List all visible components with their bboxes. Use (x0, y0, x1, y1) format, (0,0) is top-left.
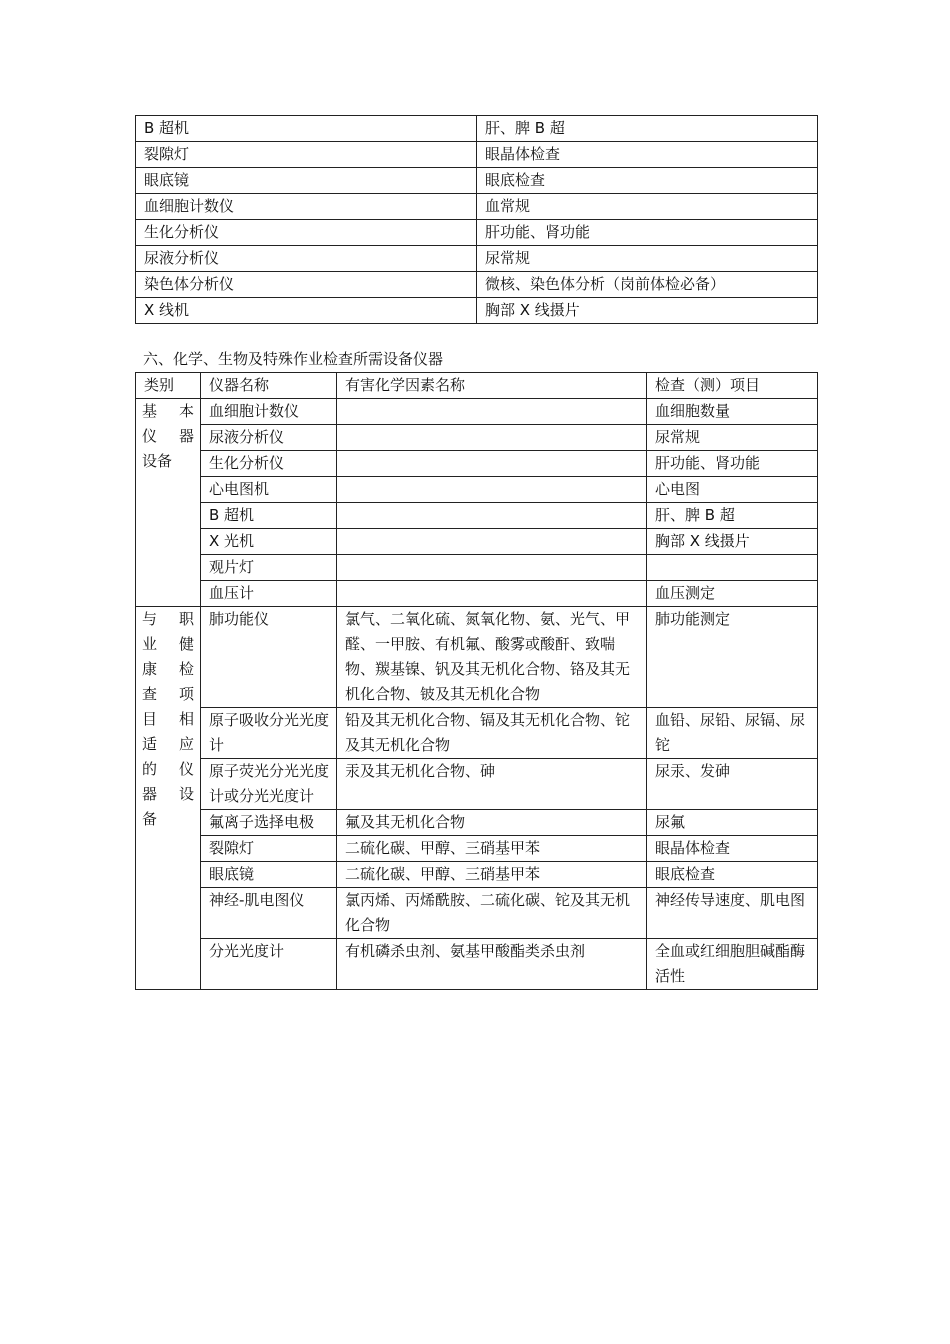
category-line: 基 本 (142, 402, 194, 420)
equipment-table-2 (135, 372, 818, 990)
instrument-cell: 肺功能仪 (201, 607, 337, 708)
hazard-cell: 氯丙烯、丙烯酰胺、二硫化碳、铊及其无机化合物 (337, 888, 647, 939)
table-row (136, 272, 818, 298)
table-row (136, 194, 818, 220)
instrument-cell: 血压计 (201, 581, 337, 607)
exam-item-cell: 胸部 X 线摄片 (647, 529, 818, 555)
hazard-cell: 氟及其无机化合物 (337, 810, 647, 836)
instrument-cell: 尿液分析仪 (136, 246, 477, 272)
exam-item-cell: 神经传导速度、肌电图 (647, 888, 818, 939)
instrument-cell: 血细胞计数仪 (201, 399, 337, 425)
category-line: 康 检 (142, 660, 194, 678)
exam-item-cell: 血细胞数量 (647, 399, 818, 425)
hazard-cell: 铅及其无机化合物、镉及其无机化合物、铊及其无机化合物 (337, 708, 647, 759)
exam-item-cell: 血铅、尿铅、尿镉、尿铊 (647, 708, 818, 759)
category-cell (136, 399, 201, 607)
table-row (136, 939, 818, 990)
instrument-cell: 分光光度计 (201, 939, 337, 990)
instrument-cell: 心电图机 (201, 477, 337, 503)
instrument-cell: 观片灯 (201, 555, 337, 581)
exam-item-cell: 血压测定 (647, 581, 818, 607)
exam-item-cell: 眼晶体检查 (647, 836, 818, 862)
category-line: 查 项 (142, 685, 194, 703)
exam-item-cell: 微核、染色体分析（岗前体检必备） (477, 272, 818, 298)
table-row (136, 477, 818, 503)
exam-item-cell: 肺功能测定 (647, 607, 818, 708)
exam-item-cell: 全血或红细胞胆碱酯酶活性 (647, 939, 818, 990)
instrument-cell: 眼底镜 (201, 862, 337, 888)
category-line: 设备 (142, 452, 173, 470)
hazard-cell (337, 581, 647, 607)
exam-item-cell: 尿汞、发砷 (647, 759, 818, 810)
instrument-cell: 氟离子选择电极 (201, 810, 337, 836)
hazard-cell (337, 503, 647, 529)
hazard-cell (337, 555, 647, 581)
table-row (136, 708, 818, 759)
instrument-cell: B 超机 (201, 503, 337, 529)
hazard-cell: 二硫化碳、甲醇、三硝基甲苯 (337, 836, 647, 862)
instrument-cell: 裂隙灯 (201, 836, 337, 862)
hazard-cell: 二硫化碳、甲醇、三硝基甲苯 (337, 862, 647, 888)
hazard-cell (337, 399, 647, 425)
exam-item-cell (647, 555, 818, 581)
table-row (136, 116, 818, 142)
equipment-table-1 (135, 115, 818, 324)
exam-item-cell: 心电图 (647, 477, 818, 503)
column-header: 有害化学因素名称 (337, 373, 647, 399)
exam-item-cell: 眼底检查 (477, 168, 818, 194)
instrument-cell: B 超机 (136, 116, 477, 142)
hazard-cell (337, 529, 647, 555)
category-line: 备 (142, 810, 158, 828)
category-line: 的 仪 (142, 760, 194, 778)
exam-item-cell: 血常规 (477, 194, 818, 220)
exam-item-cell: 尿氟 (647, 810, 818, 836)
instrument-cell: 原子荧光分光光度计或分光光度计 (201, 759, 337, 810)
table-row (136, 529, 818, 555)
instrument-cell: 生化分析仪 (201, 451, 337, 477)
instrument-cell: 裂隙灯 (136, 142, 477, 168)
table-row (136, 220, 818, 246)
hazard-cell (337, 451, 647, 477)
column-header: 类别 (136, 373, 201, 399)
table-row (136, 888, 818, 939)
table-row (136, 581, 818, 607)
instrument-cell: 血细胞计数仪 (136, 194, 477, 220)
table-row (136, 399, 818, 425)
table-row (136, 607, 818, 708)
instrument-cell: 神经-肌电图仪 (201, 888, 337, 939)
table-row (136, 246, 818, 272)
exam-item-cell: 眼底检查 (647, 862, 818, 888)
exam-item-cell: 眼晶体检查 (477, 142, 818, 168)
exam-item-cell: 尿常规 (647, 425, 818, 451)
category-cell (136, 607, 201, 990)
exam-item-cell: 尿常规 (477, 246, 818, 272)
category-line: 仪 器 (142, 427, 194, 445)
category-line: 适 应 (142, 735, 194, 753)
instrument-cell: X 线机 (136, 298, 477, 324)
table-row (136, 555, 818, 581)
section-heading: 六、化学、生物及特殊作业检查所需设备仪器 (143, 350, 444, 368)
instrument-cell: 生化分析仪 (136, 220, 477, 246)
category-line: 业 健 (142, 635, 194, 653)
hazard-cell (337, 425, 647, 451)
exam-item-cell: 肝功能、肾功能 (477, 220, 818, 246)
instrument-cell: 原子吸收分光光度计 (201, 708, 337, 759)
table-row (136, 759, 818, 810)
instrument-cell: 眼底镜 (136, 168, 477, 194)
table-row (136, 298, 818, 324)
exam-item-cell: 肝、脾 B 超 (647, 503, 818, 529)
hazard-cell: 氯气、二氧化硫、氮氧化物、氨、光气、甲醛、一甲胺、有机氟、酸雾或酸酐、致喘物、羰基镍、钒及其无机化合物、铬及其无机化合物、铍及其无机化合物 (337, 607, 647, 708)
table-row (136, 142, 818, 168)
table-row (136, 810, 818, 836)
table-row (136, 862, 818, 888)
instrument-cell: X 光机 (201, 529, 337, 555)
table-row (136, 451, 818, 477)
hazard-cell: 有机磷杀虫剂、氨基甲酸酯类杀虫剂 (337, 939, 647, 990)
table-row (136, 168, 818, 194)
hazard-cell: 汞及其无机化合物、砷 (337, 759, 647, 810)
exam-item-cell: 胸部 X 线摄片 (477, 298, 818, 324)
exam-item-cell: 肝、脾 B 超 (477, 116, 818, 142)
table-row (136, 503, 818, 529)
category-line: 器 设 (142, 785, 194, 803)
column-header: 仪器名称 (201, 373, 337, 399)
table-row (136, 836, 818, 862)
category-line: 目 相 (142, 710, 194, 728)
category-line: 与 职 (142, 610, 194, 628)
column-header: 检查（测）项目 (647, 373, 818, 399)
hazard-cell (337, 477, 647, 503)
table-header-row (136, 373, 818, 399)
table-row (136, 425, 818, 451)
instrument-cell: 尿液分析仪 (201, 425, 337, 451)
exam-item-cell: 肝功能、肾功能 (647, 451, 818, 477)
instrument-cell: 染色体分析仪 (136, 272, 477, 298)
